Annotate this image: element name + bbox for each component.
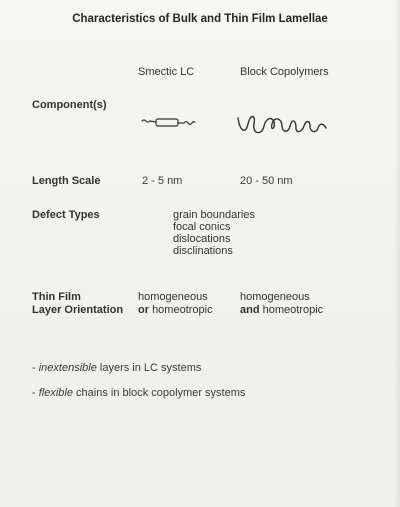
row-label-component: Component(s) bbox=[32, 99, 107, 111]
defect-item: grain boundaries bbox=[173, 209, 255, 221]
note-line-1 bbox=[32, 362, 201, 374]
note-bullet: - bbox=[32, 387, 39, 399]
orientation-block-term: homeotropic bbox=[262, 304, 324, 316]
orientation-smectic bbox=[138, 291, 213, 317]
defect-item: dislocations bbox=[173, 233, 231, 245]
row-label-length-scale: Length Scale bbox=[32, 175, 101, 187]
defect-list bbox=[173, 209, 255, 257]
length-scale-smectic: 2 - 5 nm bbox=[142, 175, 183, 187]
note-emphasis: flexible bbox=[38, 387, 73, 399]
orientation-block-line-1: homogeneous bbox=[240, 291, 310, 303]
row-label-thin-film bbox=[32, 291, 123, 317]
orientation-block-line-2 bbox=[240, 304, 323, 317]
orientation-block bbox=[240, 291, 323, 317]
orientation-smectic-term: homeotropic bbox=[152, 304, 213, 316]
length-scale-block: 20 - 50 nm bbox=[240, 175, 293, 187]
row-label-defect-types: Defect Types bbox=[32, 209, 100, 221]
thin-film-label-line-1: Thin Film bbox=[32, 291, 81, 303]
defect-item: focal conics bbox=[173, 221, 231, 233]
page-title: Characteristics of Bulk and Thin Film Lamellae bbox=[72, 13, 328, 25]
page-edge-shadow bbox=[394, 0, 400, 507]
orientation-conjunction: and bbox=[240, 304, 260, 316]
column-header-smectic: Smectic LC bbox=[138, 66, 195, 78]
flexible-chain-icon bbox=[236, 110, 328, 138]
rigid-rod-molecule-icon bbox=[140, 116, 196, 132]
note-bullet: - bbox=[32, 362, 39, 374]
note-emphasis: inextensible bbox=[38, 362, 97, 374]
note-text: layers in LC systems bbox=[96, 362, 202, 374]
note-line-2 bbox=[32, 387, 245, 399]
orientation-smectic-line-2 bbox=[138, 304, 213, 317]
note-text: chains in block copolymer systems bbox=[72, 387, 246, 399]
column-header-block: Block Copolymers bbox=[240, 66, 329, 78]
thin-film-label-line-2: Layer Orientation bbox=[32, 304, 124, 316]
orientation-smectic-line-1: homogeneous bbox=[138, 291, 208, 303]
orientation-conjunction: or bbox=[138, 304, 149, 316]
defect-item: disclinations bbox=[173, 245, 233, 257]
